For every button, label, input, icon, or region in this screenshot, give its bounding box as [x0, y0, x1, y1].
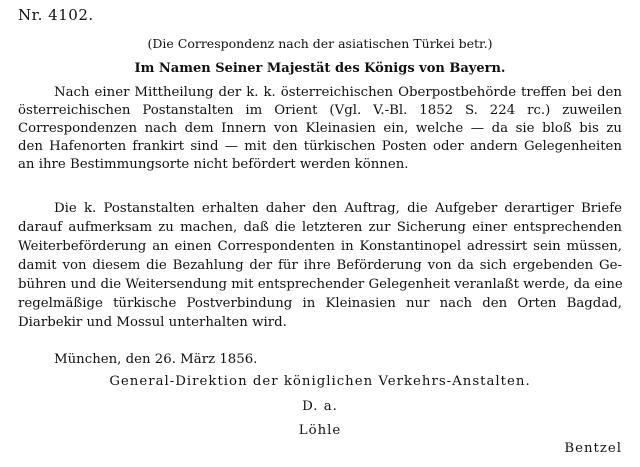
paragraph-line: den Hafenorten frankirt sind — mit den türkischen Posten oder andern Gelegenheiten [18, 139, 622, 154]
paragraph-line: darauf aufmerksam zu machen, daß die letzteren zur Sicherung einer entsprechenden [18, 220, 622, 235]
date-line: München, den 26. März 1856. [54, 352, 258, 367]
paragraph-line: Nach einer Mittheilung der k. k. österreichischen Oberpostbehörde treffen bei den [54, 85, 622, 100]
paragraph-line: damit von diesem die Bezahlung der für ihre Beförderung von da sich ergebenden Ge- [18, 258, 622, 273]
da-abbreviation: D. a. [302, 399, 338, 414]
paragraph-line: an ihre Bestimmungsorte nicht befördert werden können. [18, 157, 409, 172]
paragraph-line: Correspondenzen nach dem Innern von Kleinasien ein, welche — da sie bloß bis zu [18, 121, 622, 136]
paragraph-line: Die k. Postanstalten erhalten daher den Auftrag, die Aufgeber derartiger Briefe [54, 201, 622, 216]
paragraph-line: österreichischen Postanstalten im Orient (Vgl. V.-Bl. 1852 S. 224 rc.) zuweilen [18, 103, 622, 118]
paragraph-line: Weiterbeförderung an einen Correspondenten in Konstantinopel adressirt sein müssen, [18, 239, 622, 254]
invocation-heading: Im Namen Seiner Majestät des Königs von Bayern. [134, 61, 506, 76]
document-number: Nr. 4102. [18, 6, 94, 24]
signatory-2: Bentzel [564, 441, 622, 456]
subject-line: (Die Correspondenz nach der asiatischen Türkei betr.) [147, 36, 493, 51]
issuing-authority: General-Direktion der königlichen Verkehrs-Anstalten. [109, 374, 531, 389]
paragraph-line: bühren und die Weitersendung mit entsprechender Gelegenheit veranlaßt werde, da eine [18, 277, 623, 292]
paragraph-line: Diarbekir und Mossul unterhalten wird. [18, 315, 287, 330]
signatory-1: Löhle [298, 423, 342, 438]
paragraph-line: regelmäßige türkische Postverbindung in Kleinasien nur nach den Orten Bagdad, [18, 296, 622, 311]
